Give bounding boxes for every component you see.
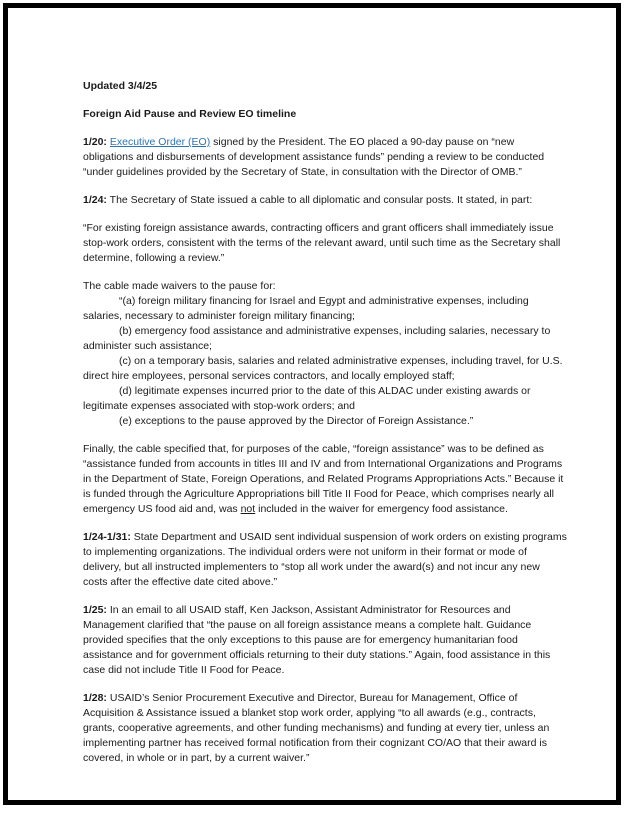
timeline-entry-1-25 — [83, 603, 567, 678]
document-title: Foreign Aid Pause and Review EO timeline — [83, 108, 297, 120]
waiver-list — [83, 279, 567, 429]
timeline-entry-1-28 — [83, 691, 567, 766]
waiver-item-c: (c) on a temporary basis, salaries and related administrative expenses, including travel, for U.S. direct hire employees, personal services contractors, and locally employed staff; — [83, 355, 563, 382]
entry-date-1-20: 1/20: — [83, 136, 107, 148]
finally-paragraph — [83, 442, 567, 517]
entry-date-1-25: 1/25: — [83, 604, 107, 616]
page-border — [3, 3, 621, 805]
waiver-list-intro: The cable made waivers to the pause for: — [83, 280, 276, 292]
finally-text-after: included in the waiver for emergency food assistance. — [258, 503, 508, 515]
document-body — [83, 79, 567, 779]
waiver-item-d: (d) legitimate expenses incurred prior to the date of this ALDAC under existing awards or legitimate expenses associated with stop-work orders; and — [83, 385, 531, 412]
entry-date-1-24: 1/24: — [83, 194, 107, 206]
entry-text-1-24-1-31: State Department and USAID sent individual suspension of work orders on existing programs to implementing organizations. The individual orders were not uniform in their format or mode of delivery, but all instructed implementers to “stop all work under the award(s) and not incur any new costs after the effective date cited above.” — [83, 531, 567, 588]
executive-order-link[interactable]: Executive Order (EO) — [109, 136, 211, 148]
updated-date: Updated 3/4/25 — [83, 80, 158, 92]
waiver-item-e: (e) exceptions to the pause approved by the Director of Foreign Assistance.” — [119, 415, 474, 427]
waiver-item-b: (b) emergency food assistance and administrative expenses, including salaries, necessary to administer such assistance; — [83, 325, 551, 352]
waiver-item-a: “(a) foreign military financing for Israel and Egypt and administrative expenses, including salaries, necessary to administer foreign military financing; — [83, 295, 529, 322]
cable-quote: “For existing foreign assistance awards, contracting officers and grant officers shall immediately issue stop-work orders, consistent with the terms of the relevant award, until such time as the Secretary shall determine, following a review.” — [83, 222, 561, 264]
timeline-entry-1-20 — [83, 135, 567, 180]
finally-text-before: Finally, the cable specified that, for purposes of the cable, “foreign assistance” was to be defined as “assistance funded from accounts in titles III and IV and from International Organizations and Programs in the Department of State, Foreign Operations, and Related Programs Appropriations Acts.” Because it is funded through the Agriculture Appropriations bill Title II Food for Peace, which comprises nearly all emergency US food aid and, was — [83, 443, 564, 515]
entry-date-1-28: 1/28: — [83, 692, 107, 704]
entry-text-1-20: signed by the President. The EO placed a 90-day pause on “new obligations and disbursements of development assistance funds” pending a review to be conducted “under guidelines provided by the Secretary of State, in consultation with the Director of OMB.” — [83, 136, 545, 178]
entry-text-1-25: In an email to all USAID staff, Ken Jackson, Assistant Administrator for Resources and Management clarified that “the pause on all foreign assistance means a complete halt. Guidance provided specifies that the only exceptions to this pause are for emergency humanitarian food assistance and for government officials returning to their duty stations.” Again, food assistance in this case did not include Title II Food for Peace. — [83, 604, 551, 676]
timeline-entry-1-24 — [83, 193, 567, 208]
underlined-not: not — [240, 503, 256, 515]
timeline-entry-1-24-1-31 — [83, 530, 567, 590]
entry-text-1-28: USAID’s Senior Procurement Executive and Director, Bureau for Management, Office of Acquisition & Assistance issued a blanket stop work order, applying “to all awards (e.g., contracts, grants, cooperative agreements, and other funding mechanisms) and funding at every tier, unless an implementing partner has received formal notification from their cognizant CO/AO that their award is covered, in whole or in part, by a current waiver.” — [83, 692, 550, 764]
entry-date-1-24-1-31: 1/24-1/31: — [83, 531, 131, 543]
entry-text-1-24: The Secretary of State issued a cable to all diplomatic and consular posts. It stated, in part: — [109, 194, 533, 206]
